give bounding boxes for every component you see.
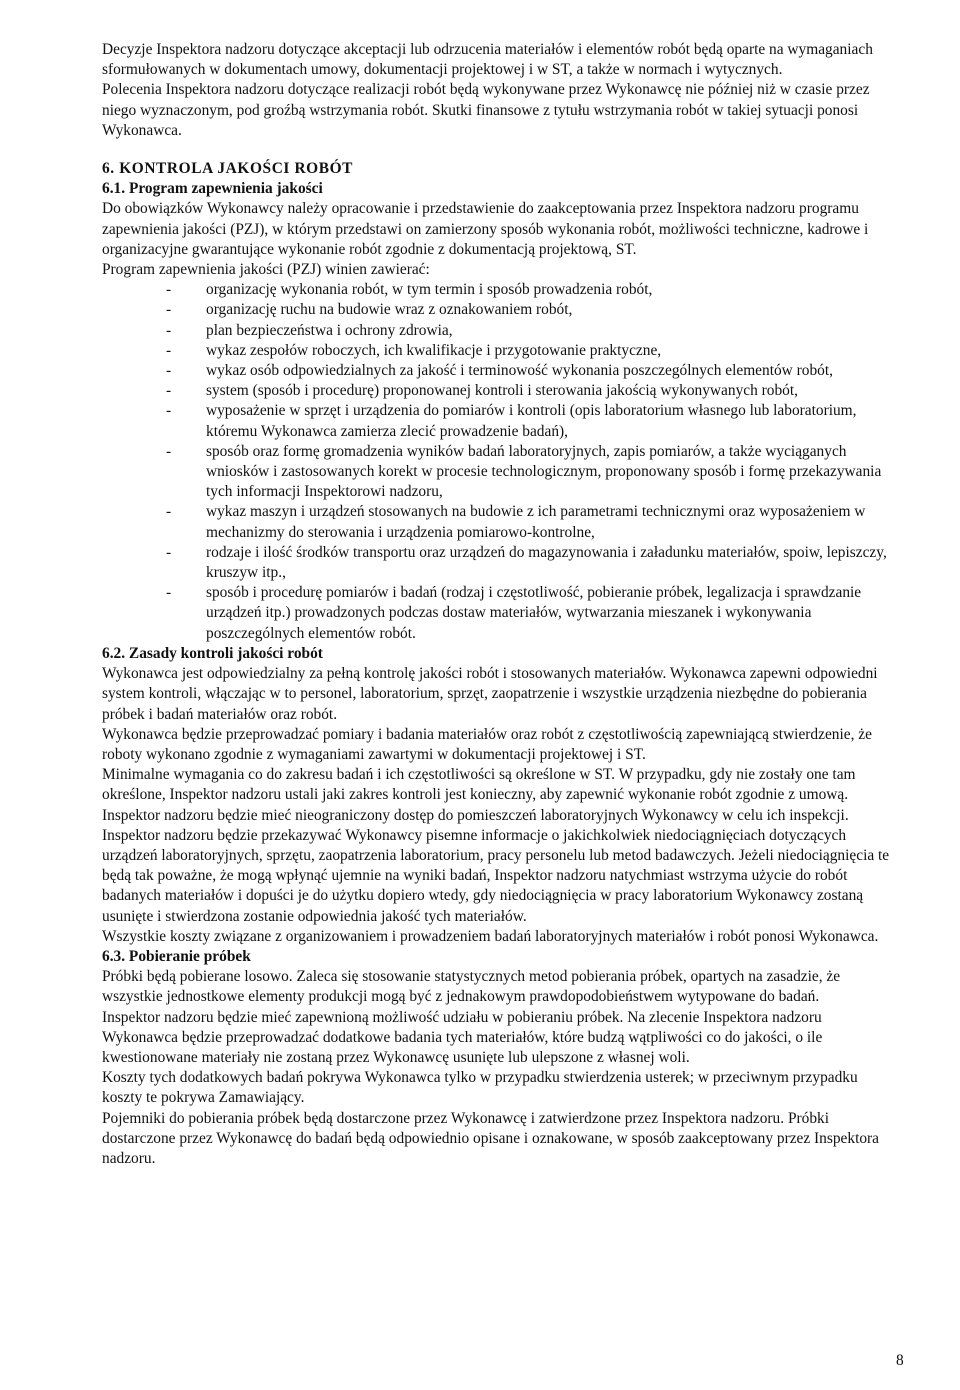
list-item-text: wyposażenie w sprzęt i urządzenia do pomiarów i kontroli (opis laboratorium własnego lub laboratorium, któremu Wykonawca zamierza zlecić prowadzenie badań), (206, 402, 857, 440)
paragraph: Koszty tych dodatkowych badań pokrywa Wykonawca tylko w przypadku stwierdzenia usterek; w przeciwnym przypadku koszty te pokrywa Zamawiający. (102, 1069, 858, 1107)
list-item-text: plan bezpieczeństwa i ochrony zdrowia, (206, 321, 453, 339)
list-item-text: system (sposób i procedurę) proponowanej kontroli i sterowania jakością wykonywanych robót, (206, 382, 798, 400)
list-item-text: wykaz osób odpowiedzialnych za jakość i terminowość wykonania poszczególnych elementów robót, (206, 362, 833, 380)
list-marker: - (166, 402, 172, 420)
list-marker: - (166, 503, 172, 521)
list-item-text: organizację wykonania robót, w tym termin i sposób prowadzenia robót, (206, 281, 653, 299)
paragraph: Pojemniki do pobierania próbek będą dostarczone przez Wykonawcę i zatwierdzone przez Inspektora nadzoru. Próbki dostarczone przez Wykonawcę do badań będą odpowiednio opisane i oznakowane, w sposób zaakceptowany przez Inspektora nadzoru. (102, 1109, 880, 1167)
list-item (102, 321, 900, 341)
paragraph-pzj-intro: Do obowiązków Wykonawcy należy opracowanie i przedstawienie do zaakceptowania przez Inspektora nadzoru programu zapewnienia jakości (PZJ), w którym przedstawi on zamierzony sposób wykonania robót, możliwości techniczne, kadrowe i organizacyjne gwarantujące wykonanie robót zgodnie z dokumentacją projektową, ST. (102, 200, 869, 258)
page-number: 8 (896, 1352, 904, 1369)
paragraph-decisions: Decyzje Inspektora nadzoru dotyczące akceptacji lub odrzucenia materiałów i elementów robót będą oparte na wymaganiach sformułowanych w dokumentach umowy, dokumentacji projektowej i w ST, a także w normach i wytycznych. (102, 41, 873, 79)
subsection-heading-6-1 (102, 179, 900, 199)
list-marker: - (166, 442, 172, 460)
list-marker: - (166, 543, 172, 561)
list-marker: - (166, 281, 172, 299)
paragraph-pzj-contents: Program zapewnienia jakości (PZJ) winien zawierać: (102, 261, 430, 279)
subsection-heading-6-3: 6.3. Pobieranie próbek (102, 947, 251, 965)
list-marker: - (166, 362, 172, 380)
paragraph-orders: Polecenia Inspektora nadzoru dotyczące realizacji robót będą wykonywane przez Wykonawcę nie później niż w czasie przez niego wyznaczonym, pod groźbą wstrzymania robót. Skutki finansowe z tytułu wstrzymania robót w takiej sytuacji ponosi Wykonawca. (102, 81, 870, 139)
paragraph: Inspektor nadzoru będzie mieć zapewnioną możliwość udziału w pobieraniu próbek. Na zlecenie Inspektora nadzoru Wykonawca będzie przeprowadzać dodatkowe badania tych materiałów, które budzą wątpliwości co do jakości, o ile kwestionowane materiały nie zostaną przez Wykonawcę usunięte lub ulepszone z własnej woli. (102, 1008, 823, 1066)
list-marker: - (166, 321, 172, 339)
list-item (102, 583, 900, 644)
list-item (102, 341, 900, 361)
subsection-number: 6.1. (102, 180, 126, 198)
paragraph: Inspektor nadzoru będzie przekazywać Wykonawcy pisemne informacje o jakichkolwiek niedociągnięciach dotyczących urządzeń laboratoryjnych, sprzętu, zaopatrzenia laboratorium, pracy personelu lub metod badawczych. Jeżeli niedociągnięcia te będą tak poważne, że mogą wpłynąć ujemnie na wyniki badań, Inspektor nadzoru natychmiast wstrzyma użycie do robót badanych materiałów i dopuści je do użytku dopiero wtedy, gdy niedociągnięcia w pracy laboratorium Wykonawcy zostaną usunięte i stwierdzona zostanie odpowiednia jakość tych materiałów. (102, 826, 890, 925)
list-item (102, 381, 900, 401)
paragraph: Próbki będą pobierane losowo. Zaleca się stosowanie statystycznych metod pobierania próbek, opartych na zasadzie, że wszystkie jednostkowe elementy produkcji mogą być z jednakowym prawdopodobieństwem wytypowane do badań. (102, 968, 841, 1006)
paragraph: Wykonawca będzie przeprowadzać pomiary i badania materiałów oraz robót z częstotliwością zapewniającą stwierdzenie, że roboty wykonano zgodnie z wymaganiami zawartymi w dokumentacji projektowej i ST. (102, 725, 872, 763)
list-item (102, 401, 900, 441)
paragraph: Wszystkie koszty związane z organizowaniem i prowadzeniem badań laboratoryjnych materiałów i robót ponosi Wykonawca. (102, 927, 879, 945)
paragraph: Minimalne wymagania co do zakresu badań i ich częstotliwości są określone w ST. W przypadku, gdy nie zostały one tam określone, Inspektor nadzoru ustali jaki zakres kontroli jest konieczny, aby zapewnić wykonanie robót zgodnie z umową. (102, 766, 856, 804)
subsection-title: Program zapewnienia jakości (125, 180, 323, 198)
list-item-text: wykaz maszyn i urządzeń stosowanych na budowie z ich parametrami technicznymi oraz wyposażeniem w mechanizmy do sterowania i urządzenia pomiarowo-kontrolne, (206, 503, 866, 541)
list-item-text: rodzaje i ilość środków transportu oraz urządzeń do magazynowania i załadunku materiałów, spoiw, lepiszczy, kruszyw itp., (206, 543, 887, 582)
paragraph: Inspektor nadzoru będzie mieć nieograniczony dostęp do pomieszczeń laboratoryjnych Wykonawcy w celu ich inspekcji. (102, 806, 849, 824)
list-marker: - (166, 341, 172, 359)
subsection-heading-6-2: 6.2. Zasady kontroli jakości robót (102, 644, 323, 662)
spacer (102, 141, 900, 159)
list-item (102, 300, 900, 320)
list-item (102, 543, 900, 583)
list-item-text: organizację ruchu na budowie wraz z oznakowaniem robót, (206, 301, 573, 319)
list-item (102, 442, 900, 503)
list-item (102, 361, 900, 381)
list-item (102, 502, 900, 542)
list-item-text: wykaz zespołów roboczych, ich kwalifikacje i przygotowanie praktyczne, (206, 341, 662, 359)
list-item-text: sposób oraz formę gromadzenia wyników badań laboratoryjnych, zapis pomiarów, a także wyciąganych wniosków i zastosowanych korekt w procesie technologicznym, proponowany sposób i formę przekazywania tych informacji Inspektorowi nadzoru, (206, 442, 882, 501)
paragraph: Wykonawca jest odpowiedzialny za pełną kontrolę jakości robót i stosowanych materiałów. Wykonawca zapewni odpowiedni system kontroli, włączając w to personel, laboratorium, sprzęt, zaopatrzenie i wszystkie urządzenia niezbędne do pobierania próbek i badań materiałów oraz robót. (102, 665, 878, 723)
list-marker: - (166, 382, 172, 400)
list-marker: - (166, 301, 172, 319)
list-item (102, 280, 900, 300)
list-marker: - (166, 584, 172, 602)
section-heading-6: 6. KONTROLA JAKOŚCI ROBÓT (102, 160, 354, 178)
pzj-requirements-list (102, 280, 900, 644)
list-item-text: sposób i procedurę pomiarów i badań (rodzaj i częstotliwość, pobieranie próbek, legalizacja i sprawdzanie urządzeń itp.) prowadzonych podczas dostaw materiałów, wytwarzania mieszanek i wykonywania poszczególnych elementów robót. (206, 584, 862, 642)
